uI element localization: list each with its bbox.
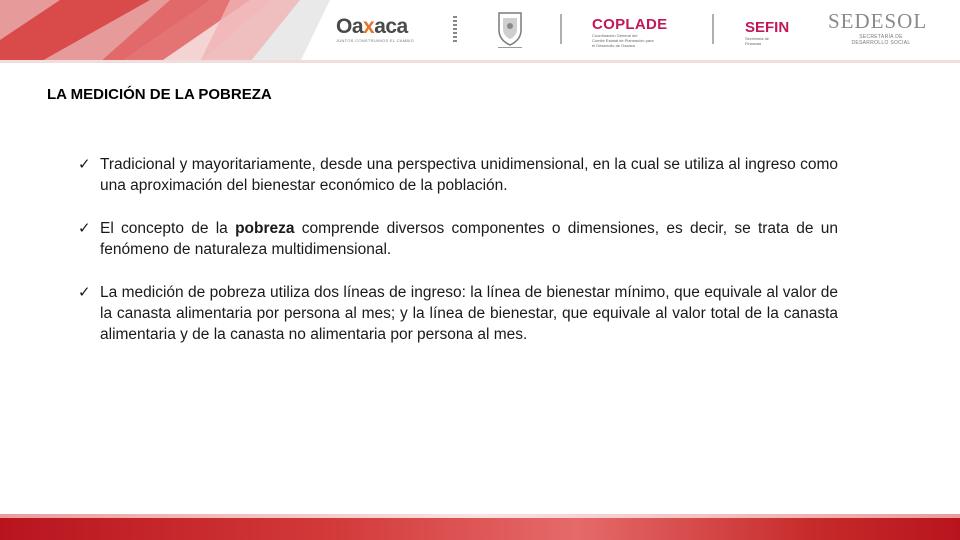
bullet-text: Tradicional y mayoritariamente, desde una perspectiva unidimensional, en la cual se utiliza al ingreso como una aproximación del bienestar económico de la población.: [100, 156, 838, 194]
bullet-list: [78, 154, 838, 367]
sedesol-logo-text: SEDESOL: [828, 9, 928, 33]
sefin-subtitle-1: Secretaría de: [745, 35, 770, 41]
sefin-logo-text: SEFIN: [745, 18, 790, 36]
oaxaca-logo-text: Oaxaca: [336, 15, 408, 38]
dotted-divider: [453, 16, 457, 42]
bullet-text-bold: pobreza: [235, 220, 295, 237]
sedesol-subtitle-1: SECRETARÍA DE: [859, 34, 903, 40]
bullet-text: [100, 220, 838, 258]
logo-divider: [560, 14, 562, 44]
oaxaca-tagline: JUNTOS CONSTRUIMOS EL CAMBIO: [336, 38, 415, 43]
checkmark-icon: ✓: [78, 220, 91, 237]
checkmark-icon: ✓: [78, 284, 91, 301]
bullet-item: [78, 218, 838, 260]
sefin-logo: [745, 14, 789, 50]
page-title: LA MEDICIÓN DE LA POBREZA: [47, 86, 272, 103]
oaxaca-logo: [336, 12, 414, 48]
sedesol-logo: [828, 10, 934, 46]
bullet-item: [78, 282, 838, 345]
header-underline: [0, 60, 960, 63]
state-seal-icon: [494, 10, 526, 50]
bullet-text-post: comprende diversos componentes o dimensiones, es decir, se trata de un fenómeno de naturaleza multidimensional.: [100, 220, 838, 258]
sedesol-subtitle-2: DESARROLLO SOCIAL: [851, 40, 911, 46]
coplade-subtitle-3: el Desarrollo de Oaxaca: [592, 43, 635, 48]
coplade-logo-text: COPLADE: [592, 16, 668, 33]
coplade-subtitle-2: Comité Estatal de Planeación para: [592, 38, 654, 43]
checkmark-icon: ✓: [78, 156, 91, 173]
bullet-text: La medición de pobreza utiliza dos líneas de ingreso: la línea de bienestar mínimo, que equivale al valor de la canasta alimentaria por persona al mes; y la línea de bienestar, que equivale al valor total de la canasta alimentaria y de la canasta no alimentaria por persona al mes.: [100, 284, 838, 343]
coplade-logo: [592, 14, 667, 50]
header-red-swoosh: [0, 0, 330, 62]
footer-bar: [0, 518, 960, 540]
logo-divider: [712, 14, 714, 44]
header-bar: [0, 0, 960, 62]
bullet-text-pre: El concepto de la: [100, 220, 236, 237]
bullet-item: [78, 154, 838, 196]
coplade-subtitle-1: Coordinación General del: [592, 33, 638, 38]
sefin-subtitle-2: Finanzas: [745, 40, 762, 46]
